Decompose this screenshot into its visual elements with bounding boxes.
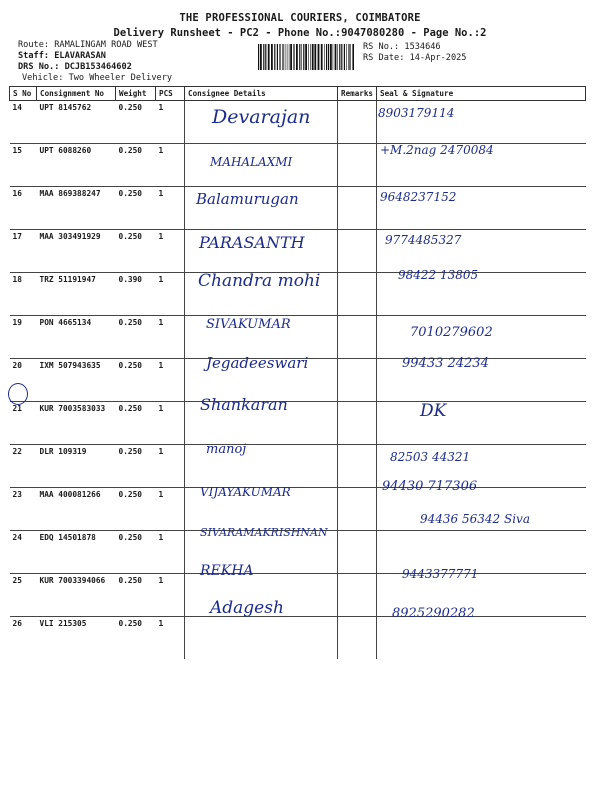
cell-weight: 0.250 [116,316,156,359]
col-consignment-header: Consignment No [37,87,116,101]
cell-pcs: 1 [156,144,185,187]
table-row [10,617,586,660]
cell-weight: 0.250 [116,187,156,230]
row-21-circle-mark [8,383,28,405]
cell-sno: 20 [10,359,37,402]
runsheet-title: THE PROFESSIONAL COURIERS, COIMBATORE [179,12,421,24]
table-header-row [10,87,586,101]
cell-signature-area [377,402,586,445]
consignee-handwritten-name: PARASANTH [199,233,305,252]
cell-weight: 0.250 [116,230,156,273]
cell-sno: 25 [10,574,37,617]
cell-weight: 0.250 [116,402,156,445]
col-consignee-header: Consignee Details [185,87,338,101]
cell-consignment: KUR 7003394066 [37,574,116,617]
consignee-handwritten-name: Adagesh [210,598,284,618]
cell-sno: 24 [10,531,37,574]
handwritten-signature: 8925290282 [392,606,475,621]
cell-weight: 0.250 [116,531,156,574]
consignee-handwritten-name: SIVAKUMAR [206,317,291,332]
runsheet-subtitle: Delivery Runsheet - PC2 - Phone No.:9047080280 - Page No.:2 [113,27,487,39]
cell-weight: 0.250 [116,574,156,617]
cell-consignment: TRZ 51191947 [37,273,116,316]
consignee-handwritten-name: VIJAYAKUMAR [200,485,291,499]
cell-pcs: 1 [156,273,185,316]
cell-signature-area [377,617,586,660]
handwritten-signature: 7010279602 [410,325,493,340]
cell-remarks [338,617,377,660]
consignee-handwritten-name: MAHALAXMI [210,155,293,169]
cell-pcs: 1 [156,445,185,488]
col-sno-header: S No [10,87,37,101]
cell-remarks [338,273,377,316]
table-row [10,574,586,617]
consignee-handwritten-name: Jegadeeswari [206,354,309,372]
cell-weight: 0.250 [116,617,156,660]
cell-remarks [338,187,377,230]
route-label: Route: RAMALINGAM ROAD WEST [18,40,158,50]
consignee-handwritten-name: Shankaran [200,395,288,414]
cell-remarks [338,488,377,531]
cell-weight: 0.250 [116,359,156,402]
handwritten-signature: 94430 717306 [382,479,478,494]
cell-remarks [338,144,377,187]
cell-weight: 0.250 [116,101,156,144]
cell-consignment: UPT 6088260 [37,144,116,187]
cell-pcs: 1 [156,316,185,359]
cell-pcs: 1 [156,617,185,660]
cell-sno: 19 [10,316,37,359]
cell-sno: 26 [10,617,37,660]
col-signature-header: Seal & Signature [377,87,586,101]
consignee-handwritten-name: SIVARAMAKRISHNAN [200,526,328,539]
handwritten-signature: 82503 44321 [390,450,471,464]
cell-remarks [338,402,377,445]
consignee-handwritten-name: manoj [206,442,247,457]
consignee-handwritten-name: REKHA [200,563,254,579]
cell-pcs: 1 [156,230,185,273]
consignee-handwritten-name: Chandra mohi [198,271,321,291]
cell-consignment: UPT 8145762 [37,101,116,144]
cell-pcs: 1 [156,101,185,144]
cell-weight: 0.250 [116,144,156,187]
cell-consignment: IXM 507943635 [37,359,116,402]
table-row [10,316,586,359]
drs-number: DRS No.: DCJB153464602 [18,62,132,72]
cell-remarks [338,316,377,359]
cell-pcs: 1 [156,402,185,445]
consignee-handwritten-name: Devarajan [212,106,311,128]
cell-weight: 0.390 [116,273,156,316]
handwritten-signature: 98422 13805 [398,268,479,282]
rs-date: RS Date: 14-Apr-2025 [363,53,467,63]
cell-weight: 0.250 [116,445,156,488]
cell-sno: 14 [10,101,37,144]
barcode [258,44,354,70]
handwritten-signature: 9443377771 [402,567,479,581]
rs-number: RS No.: 1534646 [363,42,441,52]
table-row [10,445,586,488]
cell-remarks [338,359,377,402]
cell-pcs: 1 [156,187,185,230]
cell-pcs: 1 [156,488,185,531]
cell-consignment: DLR 109319 [37,445,116,488]
cell-pcs: 1 [156,531,185,574]
staff-label: Staff: ELAVARASAN [18,51,106,61]
cell-sno: 15 [10,144,37,187]
cell-consignment: KUR 7003583033 [37,402,116,445]
handwritten-signature: 99433 24234 [402,356,489,371]
cell-sno: 18 [10,273,37,316]
runsheet-table [9,86,586,659]
cell-weight: 0.250 [116,488,156,531]
handwritten-signature: DK [420,401,447,421]
cell-sno: 17 [10,230,37,273]
cell-sno: 16 [10,187,37,230]
handwritten-signature: 94436 56342 Siva [420,512,530,526]
cell-consignment: MAA 400081266 [37,488,116,531]
table-row [10,402,586,445]
cell-consignment: PON 4665134 [37,316,116,359]
cell-remarks [338,230,377,273]
cell-sno: 21 [10,402,37,445]
consignee-handwritten-name: Balamurugan [196,190,299,208]
cell-consignment: MAA 869388247 [37,187,116,230]
cell-sno: 23 [10,488,37,531]
vehicle-label: Vehicle: Two Wheeler Delivery [22,73,173,83]
cell-consignment: MAA 303491929 [37,230,116,273]
cell-remarks [338,445,377,488]
col-pcs-header: PCS [156,87,185,101]
handwritten-signature: 9648237152 [380,190,457,204]
cell-consignment: EDQ 14501878 [37,531,116,574]
cell-remarks [338,574,377,617]
cell-pcs: 1 [156,359,185,402]
cell-remarks [338,101,377,144]
col-weight-header: Weight [116,87,156,101]
cell-pcs: 1 [156,574,185,617]
col-remarks-header: Remarks [338,87,377,101]
handwritten-signature: +M.2nag 2470084 [380,143,494,157]
cell-remarks [338,531,377,574]
handwritten-signature: 8903179114 [378,106,455,120]
cell-consignee-area [185,617,338,660]
cell-consignment: VLI 215305 [37,617,116,660]
table-row [10,144,586,187]
cell-sno: 22 [10,445,37,488]
handwritten-signature: 9774485327 [385,233,462,247]
